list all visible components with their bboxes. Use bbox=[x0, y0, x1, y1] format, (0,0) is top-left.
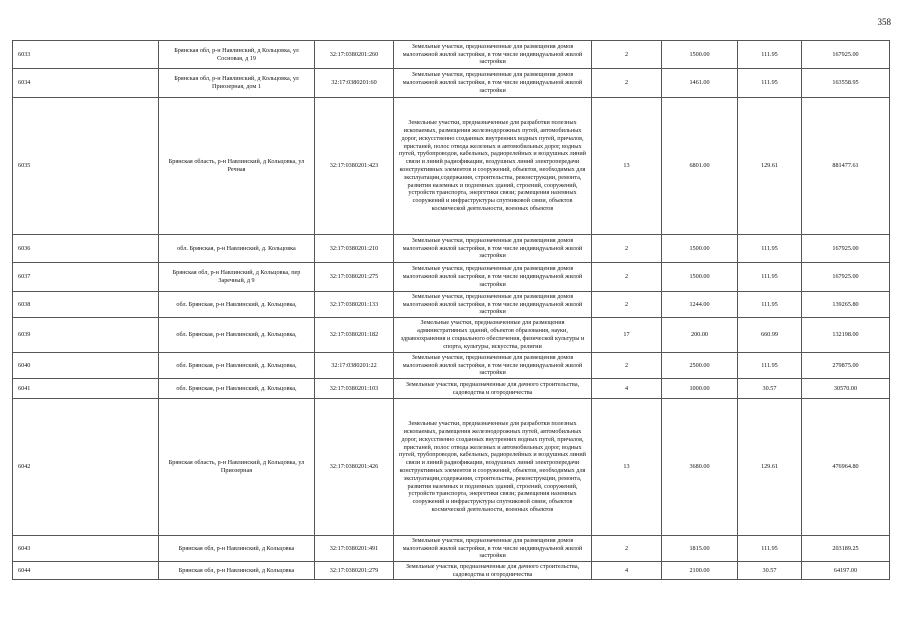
area-cell: 2100.00 bbox=[662, 562, 738, 580]
area-cell: 200.00 bbox=[662, 318, 738, 353]
land-use-cell: Земельные участки, предназначенные для дачного строительства, садоводства и огородничества bbox=[394, 562, 592, 580]
row-number: 6037 bbox=[13, 263, 159, 292]
cadastral-number-cell: 32:17:0380201:426 bbox=[315, 399, 394, 536]
table-row bbox=[13, 353, 890, 379]
cadastral-number-cell: 32:17:0380201:260 bbox=[315, 41, 394, 69]
row-number: 6034 bbox=[13, 69, 159, 98]
use-code-cell: 2 bbox=[592, 235, 662, 263]
land-use-cell: Земельные участки, предназначенные для размещения домов малоэтажной жилой застройки, в том числе индивидуальной жилой застройки bbox=[394, 536, 592, 562]
cadastral-value-cell: 139265.80 bbox=[802, 292, 890, 318]
rate-cell: 30.57 bbox=[738, 562, 802, 580]
rate-cell: 111.95 bbox=[738, 235, 802, 263]
table-row bbox=[13, 562, 890, 580]
table-row bbox=[13, 379, 890, 399]
cadastral-value-cell: 167925.00 bbox=[802, 41, 890, 69]
row-number: 6039 bbox=[13, 318, 159, 353]
rate-cell: 111.95 bbox=[738, 353, 802, 379]
land-use-cell: Земельные участки, предназначенные для дачного строительства, садоводства и огородничества bbox=[394, 379, 592, 399]
land-use-cell: Земельные участки, предназначенные для разработки полезных ископаемых, размещения железнодорожных путей, автомобильных дорог, искусственно созданных внутренних водных путей, причалов, пристаней, полос отвода железных и автомобильных дорог, водных путей, трубопроводов, кабельных, радиорелейных и воздушных линий связи и линий радиофикации, воздушных линий электропередачи конструктивных элементов и сооружений, объектов, необходимых для эксплуатации,содержания, строительства, реконструкции, ремонта, развития наземных и подземных зданий, строений, сооружений, устройств транспорта, энергетики связи; размещения наземных сооружений и инфраструктуры спутниковой связи, объектов космической деятельности, военных объектов bbox=[394, 98, 592, 235]
area-cell: 1000.00 bbox=[662, 379, 738, 399]
cadastral-value-cell: 167925.00 bbox=[802, 263, 890, 292]
use-code-cell: 2 bbox=[592, 292, 662, 318]
row-number: 6042 bbox=[13, 399, 159, 536]
use-code-cell: 2 bbox=[592, 263, 662, 292]
area-cell: 1461.00 bbox=[662, 69, 738, 98]
table-row bbox=[13, 536, 890, 562]
address-cell: Брянская область, р-н Навлинский, д Кольцовка, ул Приозерная bbox=[159, 399, 315, 536]
cadastral-number-cell: 32:17:0380201:103 bbox=[315, 379, 394, 399]
address-cell: обл. Брянская, р-н Навлинский, д. Кольцовка, bbox=[159, 379, 315, 399]
table-row bbox=[13, 98, 890, 235]
row-number: 6038 bbox=[13, 292, 159, 318]
cadastral-value-cell: 279875.00 bbox=[802, 353, 890, 379]
table-row bbox=[13, 41, 890, 69]
table-row bbox=[13, 263, 890, 292]
rate-cell: 129.61 bbox=[738, 399, 802, 536]
use-code-cell: 13 bbox=[592, 98, 662, 235]
cadastral-number-cell: 32:17:0380201:60 bbox=[315, 69, 394, 98]
land-use-cell: Земельные участки, предназначенные для размещения домов малоэтажной жилой застройки, в том числе индивидуальной жилой застройки bbox=[394, 235, 592, 263]
area-cell: 2500.00 bbox=[662, 353, 738, 379]
land-use-cell: Земельные участки, предназначенные для размещения домов малоэтажной жилой застройки, в том числе индивидуальной жилой застройки bbox=[394, 69, 592, 98]
address-cell: обл. Брянская, р-н Навлинский, д. Кольцовка, bbox=[159, 318, 315, 353]
use-code-cell: 2 bbox=[592, 69, 662, 98]
cadastral-value-cell: 881477.61 bbox=[802, 98, 890, 235]
use-code-cell: 13 bbox=[592, 399, 662, 536]
rate-cell: 30.57 bbox=[738, 379, 802, 399]
use-code-cell: 4 bbox=[592, 379, 662, 399]
area-cell: 6801.00 bbox=[662, 98, 738, 235]
row-number: 6041 bbox=[13, 379, 159, 399]
rate-cell: 111.95 bbox=[738, 41, 802, 69]
area-cell: 1500.00 bbox=[662, 235, 738, 263]
address-cell: обл. Брянская, р-н Навлинский, д. Кольцовка bbox=[159, 235, 315, 263]
page-number: 358 bbox=[877, 17, 891, 27]
land-use-cell: Земельные участки, предназначенные для размещения административных зданий, объектов образования, науки, здравоохранения и социального обеспечения, физической культуры и спорта, культуры, искусства, религии bbox=[394, 318, 592, 353]
cadastral-value-cell: 476964.80 bbox=[802, 399, 890, 536]
row-number: 6043 bbox=[13, 536, 159, 562]
row-number: 6044 bbox=[13, 562, 159, 580]
cadastral-number-cell: 32:17:0380201:210 bbox=[315, 235, 394, 263]
table-row bbox=[13, 69, 890, 98]
cadastral-number-cell: 32:17:0380201:279 bbox=[315, 562, 394, 580]
area-cell: 3680.00 bbox=[662, 399, 738, 536]
address-cell: обл. Брянская, р-н Навлинский, д. Кольцовка, bbox=[159, 292, 315, 318]
cadastral-value-cell: 163558.95 bbox=[802, 69, 890, 98]
land-use-cell: Земельные участки, предназначенные для размещения домов малоэтажной жилой застройки, в том числе индивидуальной жилой застройки bbox=[394, 292, 592, 318]
row-number: 6040 bbox=[13, 353, 159, 379]
land-use-cell: Земельные участки, предназначенные для размещения домов малоэтажной жилой застройки, в том числе индивидуальной жилой застройки bbox=[394, 353, 592, 379]
rate-cell: 111.95 bbox=[738, 263, 802, 292]
address-cell: Брянская обл, р-н Навлинский, д Кольцовка bbox=[159, 562, 315, 580]
address-cell: Брянская обл, р-н Навлинский, д Кольцовка, пер Заречный, д 9 bbox=[159, 263, 315, 292]
cadastral-value-table bbox=[12, 40, 890, 580]
cadastral-number-cell: 32:17:0380201:182 bbox=[315, 318, 394, 353]
land-use-cell: Земельные участки, предназначенные для размещения домов малоэтажной жилой застройки, в том числе индивидуальной жилой застройки bbox=[394, 263, 592, 292]
cadastral-number-cell: 32:17:0380201:275 bbox=[315, 263, 394, 292]
rate-cell: 111.95 bbox=[738, 536, 802, 562]
table-row bbox=[13, 399, 890, 536]
address-cell: Брянская обл, р-н Навлинский, д Кольцовка, ул Сосновая, д 19 bbox=[159, 41, 315, 69]
use-code-cell: 2 bbox=[592, 536, 662, 562]
land-use-cell: Земельные участки, предназначенные для разработки полезных ископаемых, размещения железнодорожных путей, автомобильных дорог, искусственно созданных внутренних водных путей, причалов, пристаней, полос отвода железных и автомобильных дорог, водных путей, трубопроводов, кабельных, радиорелейных и воздушных линий связи и линий радиофикации, воздушных линий электропередачи конструктивных элементов и сооружений, объектов, необходимых для эксплуатации,содержания, строительства, реконструкции, ремонта, развития наземных и подземных зданий, строений, сооружений, устройств транспорта, энергетики связи; размещения наземных сооружений и инфраструктуры спутниковой связи, объектов космической деятельности, военных объектов bbox=[394, 399, 592, 536]
area-cell: 1500.00 bbox=[662, 41, 738, 69]
cadastral-value-cell: 132198.00 bbox=[802, 318, 890, 353]
cadastral-value-cell: 167925.00 bbox=[802, 235, 890, 263]
area-cell: 1500.00 bbox=[662, 263, 738, 292]
address-cell: Брянская обл, р-н Навлинский, д Кольцовка bbox=[159, 536, 315, 562]
cadastral-value-cell: 30570.00 bbox=[802, 379, 890, 399]
cadastral-number-cell: 32:17:0380201:491 bbox=[315, 536, 394, 562]
row-number: 6033 bbox=[13, 41, 159, 69]
area-cell: 1815.00 bbox=[662, 536, 738, 562]
use-code-cell: 17 bbox=[592, 318, 662, 353]
use-code-cell: 4 bbox=[592, 562, 662, 580]
row-number: 6035 bbox=[13, 98, 159, 235]
cadastral-number-cell: 32:17:0380201:133 bbox=[315, 292, 394, 318]
address-cell: Брянская обл, р-н Навлинский, д Кольцовка, ул Приозерная, дом 1 bbox=[159, 69, 315, 98]
rate-cell: 111.95 bbox=[738, 69, 802, 98]
table-row bbox=[13, 318, 890, 353]
cadastral-number-cell: 32:17:0380201:22 bbox=[315, 353, 394, 379]
land-use-cell: Земельные участки, предназначенные для размещения домов малоэтажной жилой застройки, в том числе индивидуальной жилой застройки bbox=[394, 41, 592, 69]
rate-cell: 660.99 bbox=[738, 318, 802, 353]
area-cell: 1244.00 bbox=[662, 292, 738, 318]
cadastral-value-cell: 64197.00 bbox=[802, 562, 890, 580]
table-row bbox=[13, 235, 890, 263]
cadastral-value-cell: 203189.25 bbox=[802, 536, 890, 562]
address-cell: Брянская область, р-н Навлинский, д Кольцовка, ул Речная bbox=[159, 98, 315, 235]
rate-cell: 111.95 bbox=[738, 292, 802, 318]
address-cell: обл. Брянская, р-н Навлинский, д. Кольцовка, bbox=[159, 353, 315, 379]
use-code-cell: 2 bbox=[592, 353, 662, 379]
rate-cell: 129.61 bbox=[738, 98, 802, 235]
cadastral-number-cell: 32:17:0380201:423 bbox=[315, 98, 394, 235]
row-number: 6036 bbox=[13, 235, 159, 263]
use-code-cell: 2 bbox=[592, 41, 662, 69]
table-row bbox=[13, 292, 890, 318]
